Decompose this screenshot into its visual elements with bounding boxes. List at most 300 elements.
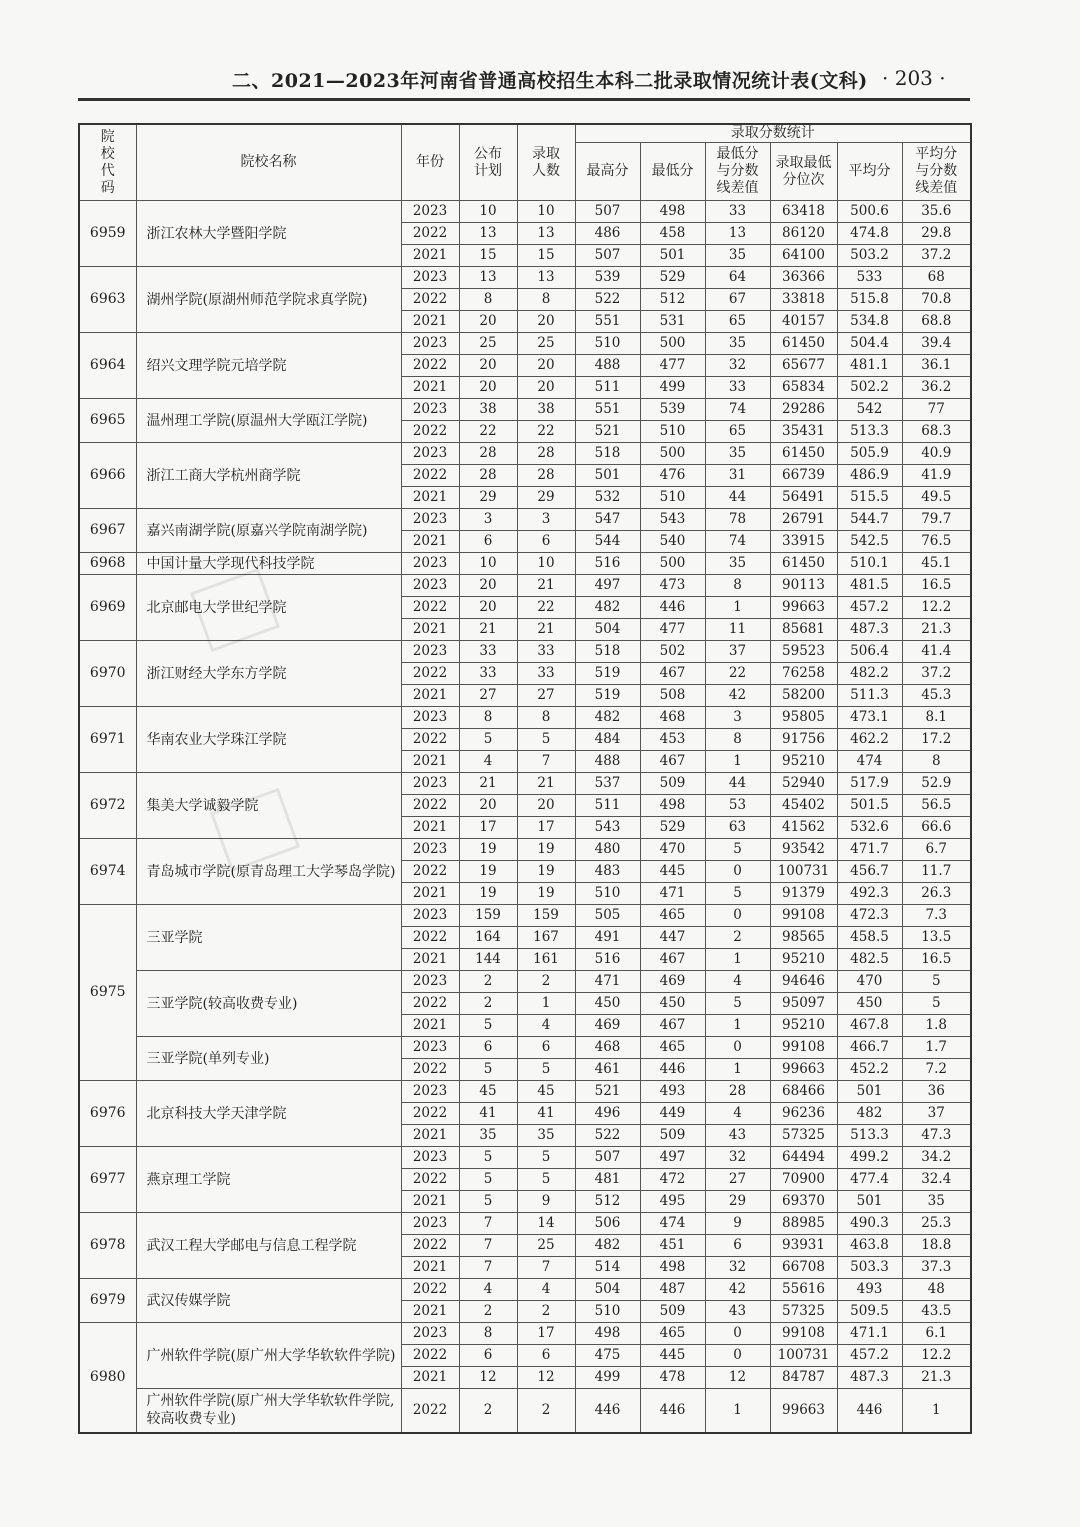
cell-avg-score: 474.8 xyxy=(837,223,902,245)
cell-min-diff: 44 xyxy=(705,773,770,795)
cell-min-score: 531 xyxy=(640,311,705,333)
cell-admitted: 45 xyxy=(517,1081,575,1103)
cell-max-score: 510 xyxy=(575,883,640,905)
cell-avg-score: 446 xyxy=(837,1389,902,1433)
cell-year: 2022 xyxy=(401,729,459,751)
cell-plan: 7 xyxy=(459,1235,517,1257)
cell-plan: 29 xyxy=(459,487,517,509)
cell-min-rank: 65834 xyxy=(770,377,837,399)
cell-min-rank: 95097 xyxy=(770,993,837,1015)
cell-avg-score: 474 xyxy=(837,751,902,773)
cell-admitted: 28 xyxy=(517,443,575,465)
cell-min-diff: 8 xyxy=(705,729,770,751)
cell-year: 2022 xyxy=(401,927,459,949)
school-code: 6971 xyxy=(79,707,136,773)
cell-max-score: 506 xyxy=(575,1213,640,1235)
cell-avg-diff: 8.1 xyxy=(902,707,971,729)
table-row xyxy=(79,1213,971,1235)
cell-year: 2023 xyxy=(401,707,459,729)
cell-min-score: 543 xyxy=(640,509,705,531)
cell-min-diff: 65 xyxy=(705,421,770,443)
cell-avg-diff: 40.9 xyxy=(902,443,971,465)
cell-admitted: 21 xyxy=(517,575,575,597)
cell-min-rank: 36366 xyxy=(770,267,837,289)
cell-min-rank: 33915 xyxy=(770,531,837,553)
cell-min-rank: 40157 xyxy=(770,311,837,333)
cell-min-diff: 0 xyxy=(705,1037,770,1059)
cell-min-score: 495 xyxy=(640,1191,705,1213)
cell-plan: 4 xyxy=(459,1279,517,1301)
cell-avg-score: 457.2 xyxy=(837,1345,902,1367)
cell-avg-diff: 1 xyxy=(902,1389,971,1433)
cell-year: 2022 xyxy=(401,1345,459,1367)
school-name: 广州软件学院(原广州大学华软软件学院) xyxy=(136,1323,401,1389)
cell-plan: 8 xyxy=(459,1323,517,1345)
cell-avg-score: 452.2 xyxy=(837,1059,902,1081)
cell-max-score: 519 xyxy=(575,663,640,685)
cell-min-diff: 5 xyxy=(705,883,770,905)
header-year: 年份 xyxy=(401,124,459,201)
table-row xyxy=(79,1323,971,1345)
school-name: 嘉兴南湖学院(原嘉兴学院南湖学院) xyxy=(136,509,401,553)
header-min: 最低分 xyxy=(640,143,705,201)
cell-max-score: 551 xyxy=(575,399,640,421)
cell-min-score: 509 xyxy=(640,1301,705,1323)
cell-year: 2021 xyxy=(401,883,459,905)
cell-plan: 19 xyxy=(459,883,517,905)
cell-admitted: 6 xyxy=(517,1345,575,1367)
table-row xyxy=(79,905,971,927)
cell-plan: 25 xyxy=(459,333,517,355)
cell-max-score: 468 xyxy=(575,1037,640,1059)
cell-min-diff: 35 xyxy=(705,443,770,465)
cell-min-rank: 68466 xyxy=(770,1081,837,1103)
cell-max-score: 482 xyxy=(575,1235,640,1257)
cell-min-score: 499 xyxy=(640,377,705,399)
cell-avg-score: 482.5 xyxy=(837,949,902,971)
cell-min-score: 471 xyxy=(640,883,705,905)
cell-max-score: 504 xyxy=(575,1279,640,1301)
cell-max-score: 469 xyxy=(575,1015,640,1037)
cell-min-diff: 44 xyxy=(705,487,770,509)
cell-year: 2022 xyxy=(401,465,459,487)
cell-avg-score: 544.7 xyxy=(837,509,902,531)
cell-avg-diff: 76.5 xyxy=(902,531,971,553)
school-code: 6964 xyxy=(79,333,136,399)
cell-plan: 159 xyxy=(459,905,517,927)
cell-max-score: 539 xyxy=(575,267,640,289)
table-row xyxy=(79,333,971,355)
cell-avg-diff: 77 xyxy=(902,399,971,421)
cell-min-diff: 4 xyxy=(705,971,770,993)
cell-plan: 28 xyxy=(459,443,517,465)
cell-min-diff: 33 xyxy=(705,377,770,399)
cell-min-diff: 74 xyxy=(705,531,770,553)
table-row xyxy=(79,267,971,289)
cell-admitted: 25 xyxy=(517,1235,575,1257)
cell-min-diff: 27 xyxy=(705,1169,770,1191)
cell-avg-diff: 1.8 xyxy=(902,1015,971,1037)
cell-admitted: 20 xyxy=(517,377,575,399)
cell-min-diff: 1 xyxy=(705,1059,770,1081)
cell-min-rank: 95210 xyxy=(770,949,837,971)
cell-min-diff: 0 xyxy=(705,905,770,927)
table-row xyxy=(79,1389,971,1433)
cell-admitted: 33 xyxy=(517,641,575,663)
cell-admitted: 8 xyxy=(517,289,575,311)
cell-min-rank: 61450 xyxy=(770,443,837,465)
cell-max-score: 496 xyxy=(575,1103,640,1125)
cell-plan: 33 xyxy=(459,641,517,663)
cell-min-rank: 95210 xyxy=(770,1015,837,1037)
cell-year: 2022 xyxy=(401,861,459,883)
cell-min-score: 453 xyxy=(640,729,705,751)
cell-min-rank: 57325 xyxy=(770,1301,837,1323)
school-name: 广州软件学院(原广州大学华软软件学院,较高收费专业) xyxy=(136,1389,401,1433)
cell-avg-diff: 34.2 xyxy=(902,1147,971,1169)
cell-plan: 5 xyxy=(459,1059,517,1081)
cell-plan: 20 xyxy=(459,597,517,619)
cell-admitted: 19 xyxy=(517,861,575,883)
header-avg: 平均分 xyxy=(837,143,902,201)
cell-min-diff: 13 xyxy=(705,223,770,245)
table-row xyxy=(79,201,971,223)
cell-plan: 164 xyxy=(459,927,517,949)
cell-year: 2023 xyxy=(401,201,459,223)
school-name: 武汉工程大学邮电与信息工程学院 xyxy=(136,1213,401,1279)
cell-plan: 20 xyxy=(459,795,517,817)
school-name: 浙江农林大学暨阳学院 xyxy=(136,201,401,267)
header-plan: 公布计划 xyxy=(459,124,517,201)
cell-year: 2023 xyxy=(401,575,459,597)
cell-plan: 20 xyxy=(459,575,517,597)
table-row xyxy=(79,971,971,993)
school-code: 6968 xyxy=(79,553,136,575)
cell-min-diff: 1 xyxy=(705,1389,770,1433)
cell-avg-score: 456.7 xyxy=(837,861,902,883)
school-name: 中国计量大学现代科技学院 xyxy=(136,553,401,575)
cell-year: 2021 xyxy=(401,1191,459,1213)
cell-avg-diff: 35 xyxy=(902,1191,971,1213)
cell-admitted: 159 xyxy=(517,905,575,927)
cell-avg-diff: 29.8 xyxy=(902,223,971,245)
cell-avg-diff: 36.1 xyxy=(902,355,971,377)
cell-min-rank: 64100 xyxy=(770,245,837,267)
cell-min-rank: 99108 xyxy=(770,1323,837,1345)
cell-avg-diff: 11.7 xyxy=(902,861,971,883)
cell-min-rank: 99108 xyxy=(770,1037,837,1059)
cell-min-diff: 32 xyxy=(705,1257,770,1279)
cell-admitted: 3 xyxy=(517,509,575,531)
cell-avg-diff: 32.4 xyxy=(902,1169,971,1191)
cell-min-rank: 76258 xyxy=(770,663,837,685)
cell-min-score: 446 xyxy=(640,1059,705,1081)
cell-min-score: 467 xyxy=(640,663,705,685)
header-min-diff: 最低分与分数线差值 xyxy=(705,143,770,201)
cell-plan: 33 xyxy=(459,663,517,685)
cell-admitted: 17 xyxy=(517,817,575,839)
cell-min-diff: 32 xyxy=(705,1147,770,1169)
cell-year: 2021 xyxy=(401,1257,459,1279)
page-number: · 203 · xyxy=(882,66,946,90)
cell-year: 2021 xyxy=(401,1015,459,1037)
cell-admitted: 7 xyxy=(517,1257,575,1279)
cell-max-score: 486 xyxy=(575,223,640,245)
cell-avg-score: 511.3 xyxy=(837,685,902,707)
cell-plan: 21 xyxy=(459,619,517,641)
cell-plan: 144 xyxy=(459,949,517,971)
cell-min-score: 498 xyxy=(640,201,705,223)
cell-max-score: 501 xyxy=(575,465,640,487)
cell-avg-diff: 70.8 xyxy=(902,289,971,311)
cell-min-diff: 0 xyxy=(705,1345,770,1367)
cell-min-score: 529 xyxy=(640,267,705,289)
cell-admitted: 33 xyxy=(517,663,575,685)
cell-admitted: 22 xyxy=(517,421,575,443)
cell-min-diff: 2 xyxy=(705,927,770,949)
cell-admitted: 9 xyxy=(517,1191,575,1213)
table-row xyxy=(79,641,971,663)
cell-year: 2021 xyxy=(401,487,459,509)
cell-min-score: 465 xyxy=(640,1037,705,1059)
cell-max-score: 510 xyxy=(575,333,640,355)
school-code: 6967 xyxy=(79,509,136,553)
cell-plan: 8 xyxy=(459,707,517,729)
cell-year: 2022 xyxy=(401,795,459,817)
cell-min-score: 477 xyxy=(640,619,705,641)
cell-avg-score: 503.3 xyxy=(837,1257,902,1279)
cell-avg-score: 481.5 xyxy=(837,575,902,597)
cell-min-rank: 94646 xyxy=(770,971,837,993)
cell-min-score: 474 xyxy=(640,1213,705,1235)
cell-min-score: 449 xyxy=(640,1103,705,1125)
cell-plan: 7 xyxy=(459,1213,517,1235)
cell-year: 2022 xyxy=(401,223,459,245)
cell-avg-diff: 12.2 xyxy=(902,1345,971,1367)
cell-admitted: 13 xyxy=(517,267,575,289)
school-code: 6975 xyxy=(79,905,136,1081)
cell-plan: 6 xyxy=(459,1345,517,1367)
cell-min-rank: 41562 xyxy=(770,817,837,839)
cell-year: 2023 xyxy=(401,1147,459,1169)
cell-min-rank: 100731 xyxy=(770,1345,837,1367)
header-rule xyxy=(78,98,970,101)
cell-avg-score: 457.2 xyxy=(837,597,902,619)
cell-min-diff: 12 xyxy=(705,1367,770,1389)
cell-min-diff: 1 xyxy=(705,949,770,971)
cell-avg-score: 515.8 xyxy=(837,289,902,311)
cell-admitted: 5 xyxy=(517,1169,575,1191)
cell-max-score: 450 xyxy=(575,993,640,1015)
cell-max-score: 483 xyxy=(575,861,640,883)
cell-max-score: 505 xyxy=(575,905,640,927)
cell-min-rank: 70900 xyxy=(770,1169,837,1191)
cell-max-score: 521 xyxy=(575,421,640,443)
cell-min-rank: 84787 xyxy=(770,1367,837,1389)
cell-avg-diff: 6.7 xyxy=(902,839,971,861)
cell-plan: 2 xyxy=(459,1301,517,1323)
cell-avg-diff: 37.2 xyxy=(902,245,971,267)
cell-min-diff: 31 xyxy=(705,465,770,487)
cell-plan: 3 xyxy=(459,509,517,531)
cell-max-score: 532 xyxy=(575,487,640,509)
cell-avg-score: 504.4 xyxy=(837,333,902,355)
cell-avg-diff: 37.2 xyxy=(902,663,971,685)
cell-min-rank: 100731 xyxy=(770,861,837,883)
cell-min-score: 458 xyxy=(640,223,705,245)
cell-year: 2022 xyxy=(401,1169,459,1191)
cell-min-diff: 35 xyxy=(705,245,770,267)
cell-min-rank: 56491 xyxy=(770,487,837,509)
cell-year: 2022 xyxy=(401,421,459,443)
cell-year: 2023 xyxy=(401,773,459,795)
cell-plan: 38 xyxy=(459,399,517,421)
cell-max-score: 488 xyxy=(575,355,640,377)
cell-min-rank: 91379 xyxy=(770,883,837,905)
cell-min-rank: 96236 xyxy=(770,1103,837,1125)
school-code: 6976 xyxy=(79,1081,136,1147)
cell-min-score: 502 xyxy=(640,641,705,663)
cell-year: 2021 xyxy=(401,949,459,971)
cell-min-score: 500 xyxy=(640,443,705,465)
cell-min-diff: 4 xyxy=(705,1103,770,1125)
cell-min-score: 498 xyxy=(640,795,705,817)
cell-admitted: 21 xyxy=(517,773,575,795)
cell-year: 2023 xyxy=(401,553,459,575)
cell-min-rank: 26791 xyxy=(770,509,837,531)
cell-min-diff: 1 xyxy=(705,597,770,619)
cell-admitted: 6 xyxy=(517,1037,575,1059)
cell-avg-diff: 52.9 xyxy=(902,773,971,795)
cell-plan: 6 xyxy=(459,1037,517,1059)
cell-avg-score: 513.3 xyxy=(837,1125,902,1147)
cell-avg-score: 482.2 xyxy=(837,663,902,685)
cell-avg-diff: 48 xyxy=(902,1279,971,1301)
table-row xyxy=(79,443,971,465)
cell-admitted: 38 xyxy=(517,399,575,421)
school-name: 北京科技大学天津学院 xyxy=(136,1081,401,1147)
cell-min-diff: 3 xyxy=(705,707,770,729)
cell-max-score: 484 xyxy=(575,729,640,751)
cell-min-rank: 99663 xyxy=(770,597,837,619)
cell-avg-diff: 21.3 xyxy=(902,1367,971,1389)
cell-max-score: 510 xyxy=(575,1301,640,1323)
school-name: 北京邮电大学世纪学院 xyxy=(136,575,401,641)
cell-avg-diff: 68.3 xyxy=(902,421,971,443)
cell-max-score: 519 xyxy=(575,685,640,707)
cell-avg-score: 466.7 xyxy=(837,1037,902,1059)
cell-avg-score: 509.5 xyxy=(837,1301,902,1323)
school-code: 6978 xyxy=(79,1213,136,1279)
cell-max-score: 498 xyxy=(575,1323,640,1345)
cell-year: 2021 xyxy=(401,1367,459,1389)
cell-avg-score: 490.3 xyxy=(837,1213,902,1235)
school-name: 三亚学院 xyxy=(136,905,401,971)
cell-year: 2023 xyxy=(401,1323,459,1345)
cell-avg-score: 506.4 xyxy=(837,641,902,663)
cell-max-score: 507 xyxy=(575,245,640,267)
cell-admitted: 13 xyxy=(517,223,575,245)
cell-avg-score: 501 xyxy=(837,1081,902,1103)
cell-admitted: 2 xyxy=(517,1389,575,1433)
cell-admitted: 4 xyxy=(517,1279,575,1301)
cell-year: 2022 xyxy=(401,663,459,685)
cell-max-score: 446 xyxy=(575,1389,640,1433)
header-score-stats: 录取分数统计 xyxy=(575,124,971,143)
cell-avg-score: 505.9 xyxy=(837,443,902,465)
header-min-rank: 录取最低分位次 xyxy=(770,143,837,201)
cell-avg-diff: 37.3 xyxy=(902,1257,971,1279)
cell-max-score: 516 xyxy=(575,553,640,575)
cell-max-score: 491 xyxy=(575,927,640,949)
cell-avg-diff: 79.7 xyxy=(902,509,971,531)
cell-avg-score: 501.5 xyxy=(837,795,902,817)
cell-min-score: 497 xyxy=(640,1147,705,1169)
header-name: 院校名称 xyxy=(136,124,401,201)
school-name: 武汉传媒学院 xyxy=(136,1279,401,1323)
cell-max-score: 511 xyxy=(575,795,640,817)
cell-min-rank: 93542 xyxy=(770,839,837,861)
cell-avg-score: 471.7 xyxy=(837,839,902,861)
cell-max-score: 471 xyxy=(575,971,640,993)
cell-max-score: 522 xyxy=(575,289,640,311)
cell-plan: 22 xyxy=(459,421,517,443)
school-name: 燕京理工学院 xyxy=(136,1147,401,1213)
cell-avg-score: 482 xyxy=(837,1103,902,1125)
cell-year: 2021 xyxy=(401,245,459,267)
cell-admitted: 19 xyxy=(517,839,575,861)
cell-year: 2023 xyxy=(401,971,459,993)
cell-year: 2023 xyxy=(401,1081,459,1103)
cell-avg-diff: 37 xyxy=(902,1103,971,1125)
cell-year: 2022 xyxy=(401,1103,459,1125)
table-row xyxy=(79,707,971,729)
cell-min-diff: 43 xyxy=(705,1125,770,1147)
cell-avg-diff: 1.7 xyxy=(902,1037,971,1059)
cell-year: 2023 xyxy=(401,267,459,289)
cell-avg-score: 487.3 xyxy=(837,1367,902,1389)
cell-min-diff: 5 xyxy=(705,839,770,861)
cell-min-diff: 74 xyxy=(705,399,770,421)
cell-min-rank: 63418 xyxy=(770,201,837,223)
cell-avg-score: 472.3 xyxy=(837,905,902,927)
cell-min-rank: 98565 xyxy=(770,927,837,949)
cell-min-diff: 22 xyxy=(705,663,770,685)
cell-avg-diff: 36 xyxy=(902,1081,971,1103)
cell-admitted: 167 xyxy=(517,927,575,949)
table-row xyxy=(79,1147,971,1169)
cell-min-score: 473 xyxy=(640,575,705,597)
cell-year: 2022 xyxy=(401,1059,459,1081)
cell-min-diff: 1 xyxy=(705,1015,770,1037)
cell-min-rank: 93931 xyxy=(770,1235,837,1257)
cell-avg-diff: 41.9 xyxy=(902,465,971,487)
cell-min-rank: 91756 xyxy=(770,729,837,751)
cell-min-diff: 78 xyxy=(705,509,770,531)
cell-admitted: 161 xyxy=(517,949,575,971)
cell-min-rank: 65677 xyxy=(770,355,837,377)
school-code: 6963 xyxy=(79,267,136,333)
cell-plan: 28 xyxy=(459,465,517,487)
cell-avg-score: 463.8 xyxy=(837,1235,902,1257)
school-name: 集美大学诚毅学院 xyxy=(136,773,401,839)
cell-admitted: 28 xyxy=(517,465,575,487)
cell-min-score: 447 xyxy=(640,927,705,949)
cell-avg-score: 501 xyxy=(837,1191,902,1213)
header-max: 最高分 xyxy=(575,143,640,201)
school-name: 华南农业大学珠江学院 xyxy=(136,707,401,773)
header-admitted: 录取人数 xyxy=(517,124,575,201)
